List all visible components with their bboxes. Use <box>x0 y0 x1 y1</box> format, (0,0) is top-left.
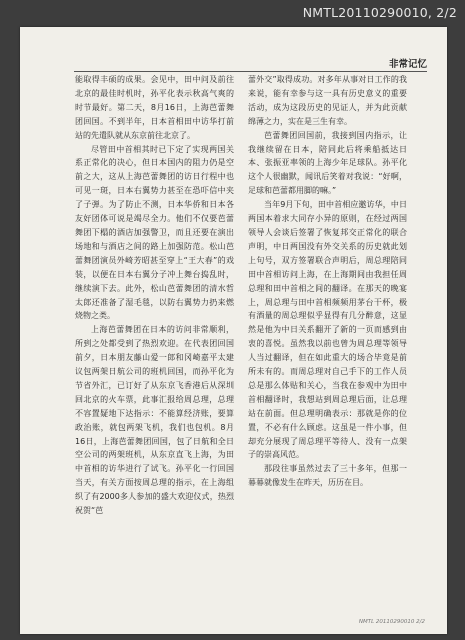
document-page <box>20 27 447 634</box>
paragraph: 当年9月下旬，田中首相应邀访华，中日两国本着求大同存小异的原则，在经过两国领导人会谈后签署了恢复邦交正常化的联合声明，中日两国没有外交关系的历史就此划上句号，双方签署联合声明后，周总理陪同田中首相访问上海，在上海期间由我担任周总理和田中首相之间的翻译。在那天的晚宴上，周总理与田中首相频频用茅台干杯，极有酒量的周总理似乎显得有几分醉意，这显然是他为中日关系翻开了新的一页而感到由衷的喜悦。虽然我以前也曾为周总理等领导人当过翻译，但在如此重大的场合毕竟是前所未有的。而周总理对自己手下的工作人员总是那么体贴和关心，当我在参观中为田中首相翻译时，我想站到周总理后面，让总理站在前面。但总理明确表示：那就是你的位置，不必有什么顾虑。这虽是一件小事，但却充分展现了周总理平等待人、没有一点架子的崇高风范。 <box>248 200 407 460</box>
header-divider <box>74 71 427 72</box>
paragraph: 蕾外交”取得成功。对多年从事对日工作的我来说，能有幸参与这一具有历史意义的重要活动，成为这段历史的见证人，并为此贡献绵薄之力，实在是三生有幸。 <box>248 75 407 126</box>
archive-id-label: NMTL20110290010, 2/2 <box>302 5 457 20</box>
section-title: 非常记忆 <box>388 59 427 70</box>
paragraph: 尽管田中首相其时已下定了实现两国关系正常化的决心，但日本国内的阻力仍是空前之大，这从上海芭蕾舞团的访日行程中也可见一斑，日本右翼势力甚至在恐吓信中夹了子弹。为了防止不测，日本华侨和日本各友好团体可说是竭尽全力。他们不仅要芭蕾舞团下榻的酒店加强警卫，而且还要在演出场地和与酒店之间的路上加强防范。松山芭蕾舞团演员外崎芳昭甚至穿上“王大春”的戏装，以便在日本右翼分子冲上舞台捣乱时，继续演下去。此外，松山芭蕾舞团的清水哲太郎还准备了湿毛毯，以防右翼势力扔来燃烧物之类。 <box>75 144 234 321</box>
right-text-column <box>248 73 407 490</box>
archive-stamp: NMTL 20110290010 2/2 <box>358 619 425 625</box>
paragraph: 芭蕾舞团回国前，我接到国内指示，让我继续留在日本，陪同此后将乘船抵达日本、张振亚率领的上海少年足球队。孙平化这个人很幽默，闻讯后笑着对我说：“好啊，足球和芭蕾都用脚的嘛。” <box>248 130 407 196</box>
paragraph: 那段往事虽然过去了三十多年，但那一幕幕就像发生在昨天，历历在目。 <box>248 464 407 488</box>
paragraph: 能取得丰硕的成果。会见中，田中问及前往北京的最佳时机时，孙平化表示秋高气爽的时节最好。第二天，8月16日，上海芭蕾舞团回国。不到半年，日本首相田中访华打前站的先遣队就从东京前往北京了。 <box>75 75 234 140</box>
left-text-column <box>75 73 234 518</box>
paragraph: 上海芭蕾舞团在日本的访问非常顺利，所到之处都受到了热烈欢迎。在代表团回国前夕，日本朋友藤山爱一郎和冈崎嘉平太建议包两架日航公司的班机回国，而孙平化为节省外汇，已订好了从东京飞香港后从深圳回北京的火车票，此事汇报给周总理，总理不容置疑地下达指示：不能算经济账，要算政治账，就包两架飞机，我们也包机。8月16日，上海芭蕾舞团回国，包了日航和全日空公司的两架班机，从东京直飞上海，为田中首相的访华进行了试飞。孙平化一行回国当天，有关方面按周总理的指示，在上海组织了有2000多人参加的盛大欢迎仪式，热烈祝贺“芭 <box>75 325 234 516</box>
